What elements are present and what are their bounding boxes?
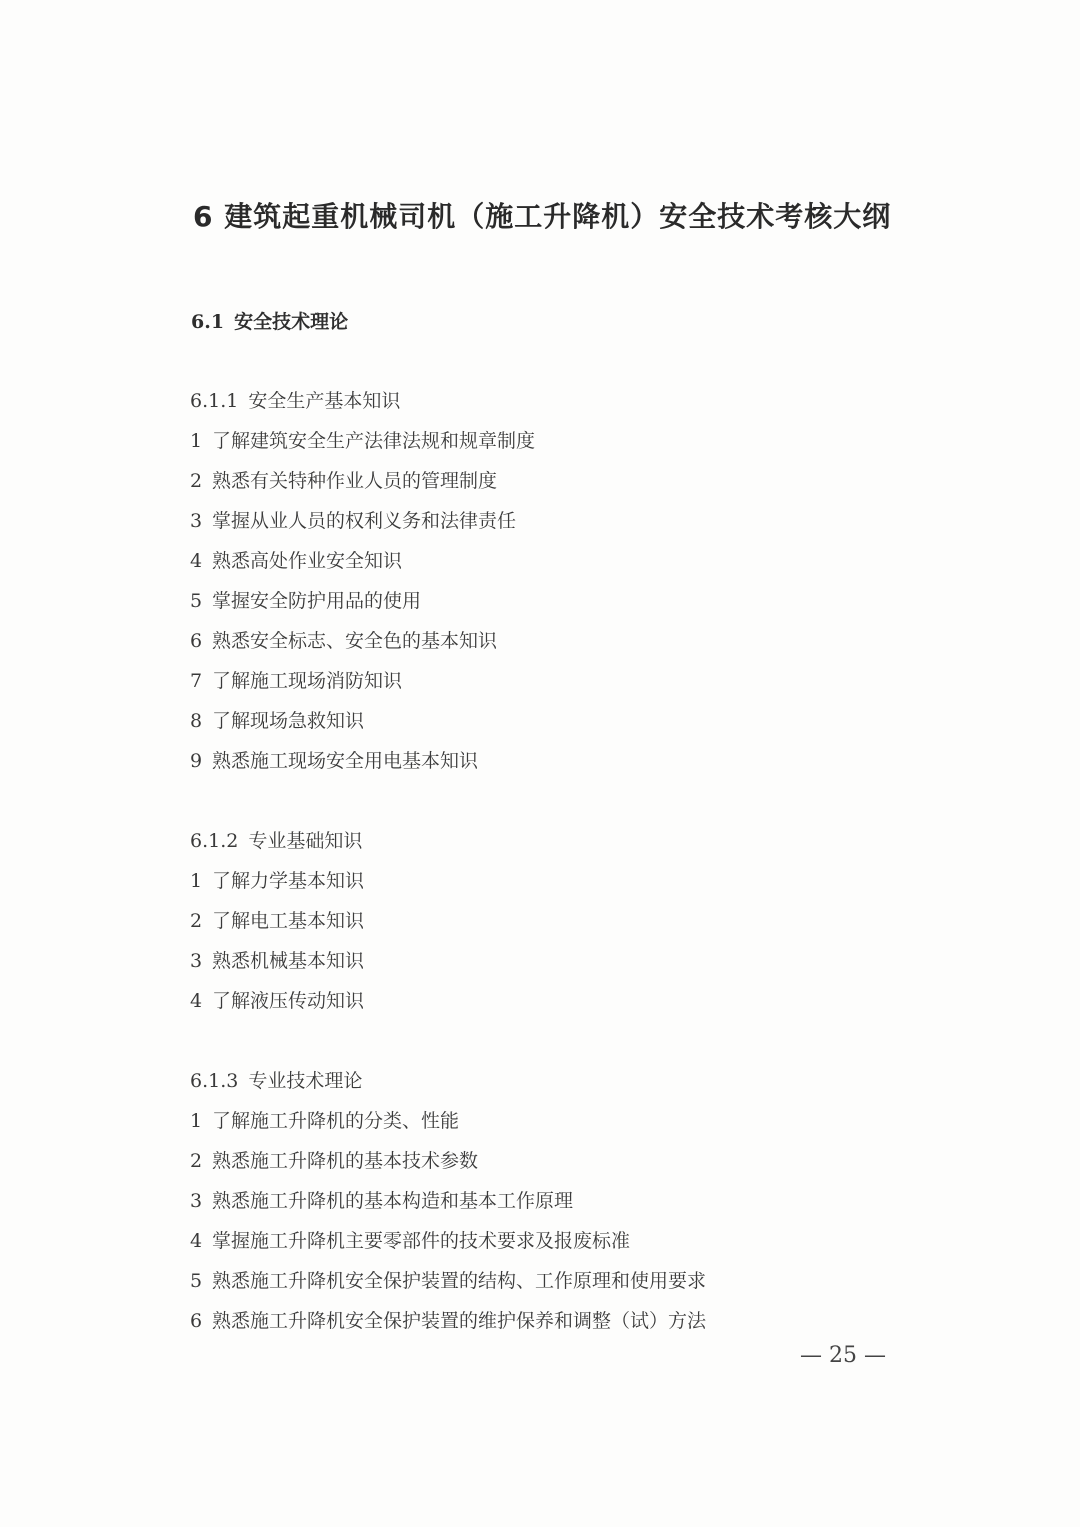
subsection-number: 6.1.2 bbox=[190, 830, 239, 852]
subsection-heading bbox=[190, 381, 400, 421]
item-number: 2 bbox=[190, 1150, 203, 1172]
list-item bbox=[190, 581, 421, 621]
item-number: 6 bbox=[190, 1310, 203, 1332]
item-number: 2 bbox=[190, 470, 203, 492]
item-text: 了解施工现场消防知识 bbox=[212, 670, 403, 692]
item-number: 3 bbox=[190, 950, 203, 972]
item-number: 5 bbox=[190, 590, 203, 612]
item-number: 4 bbox=[190, 550, 203, 572]
item-text: 掌握从业人员的权利义务和法律责任 bbox=[212, 510, 517, 532]
item-text: 熟悉施工升降机的基本技术参数 bbox=[212, 1150, 479, 1172]
list-item bbox=[190, 1261, 706, 1301]
item-number: 4 bbox=[190, 990, 203, 1012]
item-number: 3 bbox=[190, 510, 203, 532]
section-number: 6.1 bbox=[191, 311, 225, 333]
subsection-title: 安全生产基本知识 bbox=[248, 390, 401, 412]
list-item bbox=[190, 941, 364, 981]
item-text: 熟悉施工升降机安全保护装置的结构、工作原理和使用要求 bbox=[212, 1270, 707, 1292]
item-number: 1 bbox=[190, 870, 203, 892]
list-item bbox=[190, 661, 402, 701]
item-number: 1 bbox=[190, 1110, 203, 1132]
list-item bbox=[190, 1301, 706, 1341]
item-text: 掌握施工升降机主要零部件的技术要求及报废标准 bbox=[212, 1230, 631, 1252]
item-text: 了解建筑安全生产法律法规和规章制度 bbox=[212, 430, 536, 452]
item-text: 掌握安全防护用品的使用 bbox=[212, 590, 422, 612]
list-item bbox=[190, 981, 364, 1021]
item-text: 熟悉安全标志、安全色的基本知识 bbox=[212, 630, 498, 652]
item-text: 了解现场急救知识 bbox=[212, 710, 365, 732]
item-text: 了解电工基本知识 bbox=[212, 910, 365, 932]
subsection-heading bbox=[190, 1061, 362, 1101]
list-item bbox=[190, 621, 497, 661]
list-item bbox=[190, 1101, 459, 1141]
item-text: 熟悉高处作业安全知识 bbox=[212, 550, 403, 572]
item-text: 熟悉有关特种作业人员的管理制度 bbox=[212, 470, 498, 492]
item-number: 5 bbox=[190, 1270, 203, 1292]
item-text: 熟悉施工升降机安全保护装置的维护保养和调整（试）方法 bbox=[212, 1310, 707, 1332]
item-number: 4 bbox=[190, 1230, 203, 1252]
list-item bbox=[190, 1221, 630, 1261]
list-item bbox=[190, 501, 516, 541]
subsection-number: 6.1.3 bbox=[190, 1070, 239, 1092]
page-number: — 25 — bbox=[800, 1343, 886, 1368]
item-number: 7 bbox=[190, 670, 203, 692]
list-item bbox=[190, 861, 364, 901]
item-text: 了解力学基本知识 bbox=[212, 870, 365, 892]
list-item bbox=[190, 741, 478, 781]
list-item bbox=[190, 1181, 573, 1221]
section-title-text: 安全技术理论 bbox=[234, 311, 349, 333]
list-item bbox=[190, 541, 402, 581]
list-item bbox=[190, 461, 497, 501]
list-item bbox=[190, 901, 364, 941]
item-text: 了解液压传动知识 bbox=[212, 990, 365, 1012]
item-number: 1 bbox=[190, 430, 203, 452]
item-number: 6 bbox=[190, 630, 203, 652]
item-text: 了解施工升降机的分类、性能 bbox=[212, 1110, 460, 1132]
item-text: 熟悉施工现场安全用电基本知识 bbox=[212, 750, 479, 772]
item-text: 熟悉施工升降机的基本构造和基本工作原理 bbox=[212, 1190, 574, 1212]
subsection-title: 专业技术理论 bbox=[248, 1070, 363, 1092]
item-number: 8 bbox=[190, 710, 203, 732]
subsection-heading bbox=[190, 821, 362, 861]
list-item bbox=[190, 701, 364, 741]
list-item bbox=[190, 421, 535, 461]
item-number: 9 bbox=[190, 750, 203, 772]
subsection-number: 6.1.1 bbox=[190, 390, 239, 412]
subsection-title: 专业基础知识 bbox=[248, 830, 363, 852]
item-number: 2 bbox=[190, 910, 203, 932]
list-item bbox=[190, 1141, 478, 1181]
chapter-title: 6 建筑起重机械司机（施工升降机）安全技术考核大纲 bbox=[193, 200, 892, 233]
item-number: 3 bbox=[190, 1190, 203, 1212]
item-text: 熟悉机械基本知识 bbox=[212, 950, 365, 972]
section-title bbox=[191, 307, 348, 334]
